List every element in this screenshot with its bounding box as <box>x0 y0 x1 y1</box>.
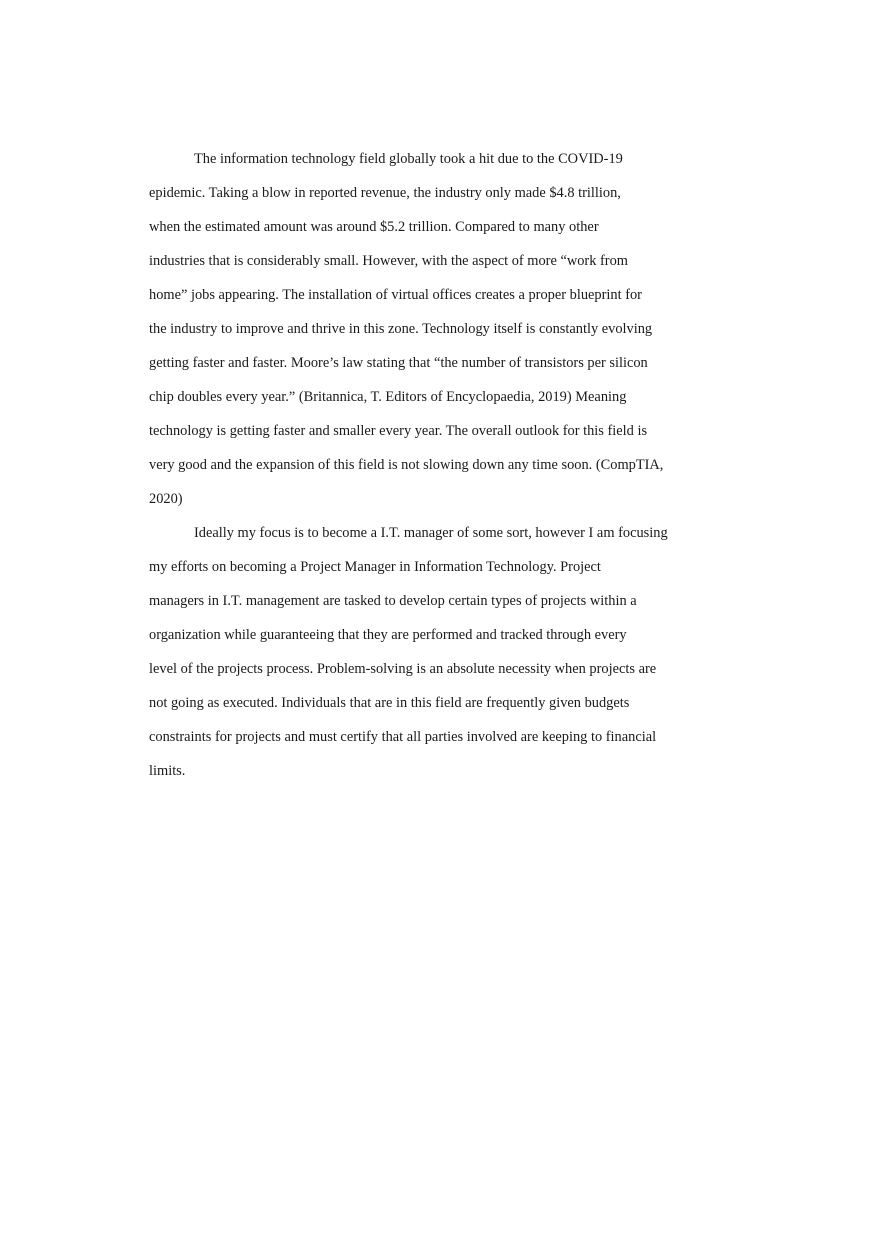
paragraph-2-line-6: not going as executed. Individuals that are in this field are frequently given budgets <box>149 695 630 711</box>
paragraph-1-line-2: epidemic. Taking a blow in reported revenue, the industry only made $4.8 trillion, <box>149 185 621 201</box>
paragraph-1-line-4: industries that is considerably small. However, with the aspect of more “work from <box>149 253 628 269</box>
document-body <box>149 147 749 793</box>
paragraph-1-line-7: getting faster and faster. Moore’s law stating that “the number of transistors per silicon <box>149 355 648 371</box>
paragraph-1-line-6: the industry to improve and thrive in this zone. Technology itself is constantly evolving <box>149 321 653 337</box>
paragraph-1-line-5: home” jobs appearing. The installation of virtual offices creates a proper blueprint for <box>149 287 642 303</box>
paragraph-1-line-3: when the estimated amount was around $5.2 trillion. Compared to many other <box>149 219 599 235</box>
paragraph-2-line-1: Ideally my focus is to become a I.T. manager of some sort, however I am focusing <box>194 525 668 541</box>
paragraph-2-line-7: constraints for projects and must certify that all parties involved are keeping to financial <box>149 729 657 745</box>
paragraph-1-line-1: The information technology field globally took a hit due to the COVID-19 <box>194 151 623 167</box>
paragraph-2-line-2: my efforts on becoming a Project Manager in Information Technology. Project <box>149 559 601 575</box>
paragraph-1-line-11: 2020) <box>149 491 183 507</box>
paragraph-2 <box>149 521 749 793</box>
paragraph-1-line-9: technology is getting faster and smaller every year. The overall outlook for this field is <box>149 423 648 439</box>
paragraph-2-line-4: organization while guaranteeing that they are performed and tracked through every <box>149 627 627 643</box>
paragraph-1-line-8: chip doubles every year.” (Britannica, T. Editors of Encyclopaedia, 2019) Meaning <box>149 389 627 405</box>
paragraph-2-line-5: level of the projects process. Problem-solving is an absolute necessity when projects are <box>149 661 657 677</box>
paragraph-2-line-8: limits. <box>149 763 186 779</box>
paragraph-1-line-10: very good and the expansion of this field is not slowing down any time soon. (CompTIA, <box>149 457 664 473</box>
paragraph-1 <box>149 147 749 521</box>
paragraph-2-line-3: managers in I.T. management are tasked to develop certain types of projects within a <box>149 593 637 609</box>
